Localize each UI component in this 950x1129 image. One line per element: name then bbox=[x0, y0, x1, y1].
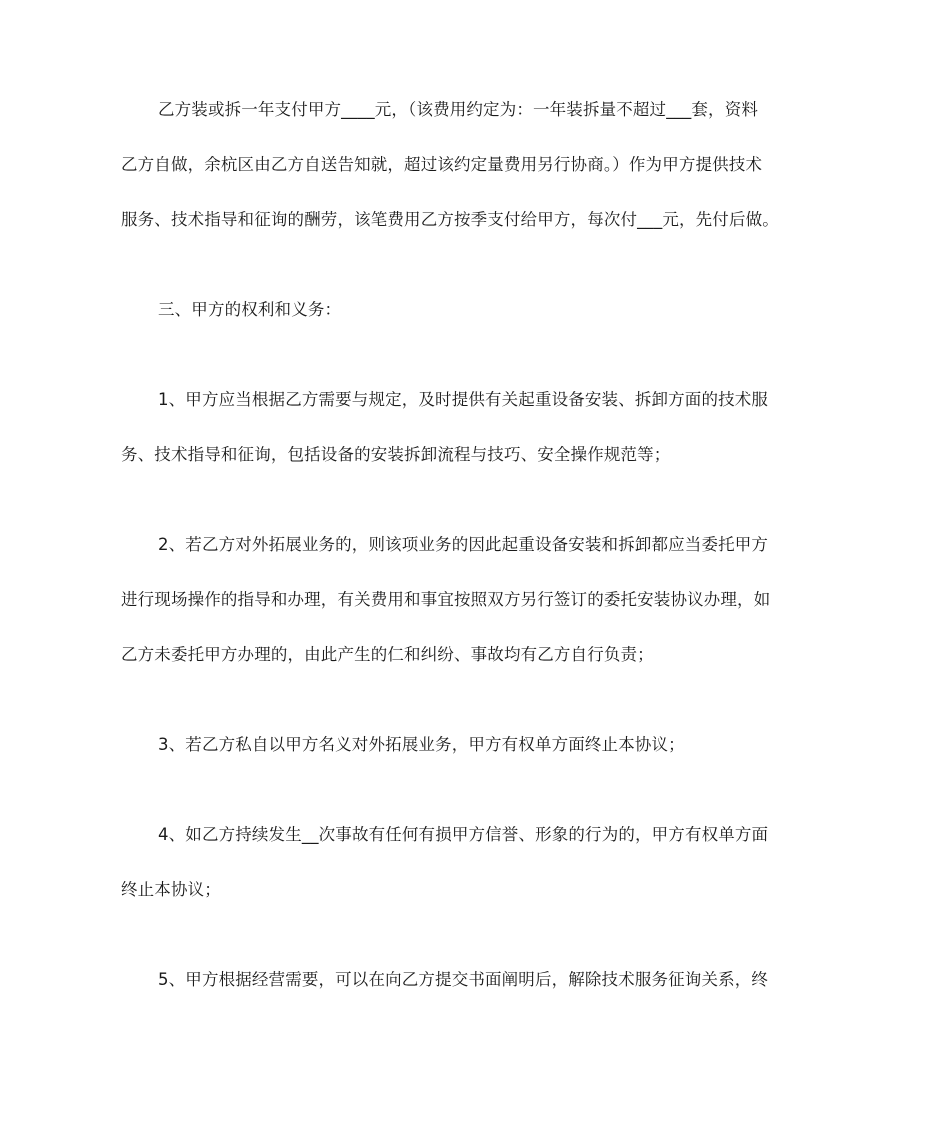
paragraph-line: 5、甲方根据经营需要，可以在向乙方提交书面阐明后，解除技术服务征询关系，终 bbox=[158, 970, 769, 989]
paragraph-line: 服务、技术指导和征询的酬劳，该笔费用乙方按季支付给甲方，每次付___元，先付后做。 bbox=[121, 210, 779, 229]
section-heading: 三、甲方的权利和义务： bbox=[158, 300, 342, 319]
paragraph-line: 1、甲方应当根据乙方需要与规定，及时提供有关起重设备安装、拆卸方面的技术服 bbox=[158, 390, 769, 409]
paragraph-line: 乙方自做，余杭区由乙方自送告知就，超过该约定量费用另行协商。）作为甲方提供技术 bbox=[121, 155, 763, 174]
paragraph-line: 3、若乙方私自以甲方名义对外拓展业务，甲方有权单方面终止本协议； bbox=[158, 735, 685, 754]
paragraph-line: 乙方装或拆一年支付甲方____元，（该费用约定为：一年装拆量不超过___套，资料 bbox=[158, 100, 758, 119]
paragraph-line: 2、若乙方对外拓展业务的，则该项业务的因此起重设备安装和拆卸都应当委托甲方 bbox=[158, 535, 769, 554]
paragraph-line: 4、如乙方持续发生__次事故有任何有损甲方信誉、形象的行为的，甲方有权单方面 bbox=[158, 825, 769, 844]
paragraph-line: 进行现场操作的指导和办理，有关费用和事宜按照双方另行签订的委托安装协议办理，如 bbox=[121, 590, 771, 609]
paragraph-line: 乙方未委托甲方办理的，由此产生的仁和纠纷、事故均有乙方自行负责； bbox=[121, 645, 654, 664]
paragraph-line: 终止本协议； bbox=[121, 880, 221, 899]
paragraph-line: 务、技术指导和征询，包括设备的安装拆卸流程与技巧、安全操作规范等； bbox=[121, 445, 671, 464]
